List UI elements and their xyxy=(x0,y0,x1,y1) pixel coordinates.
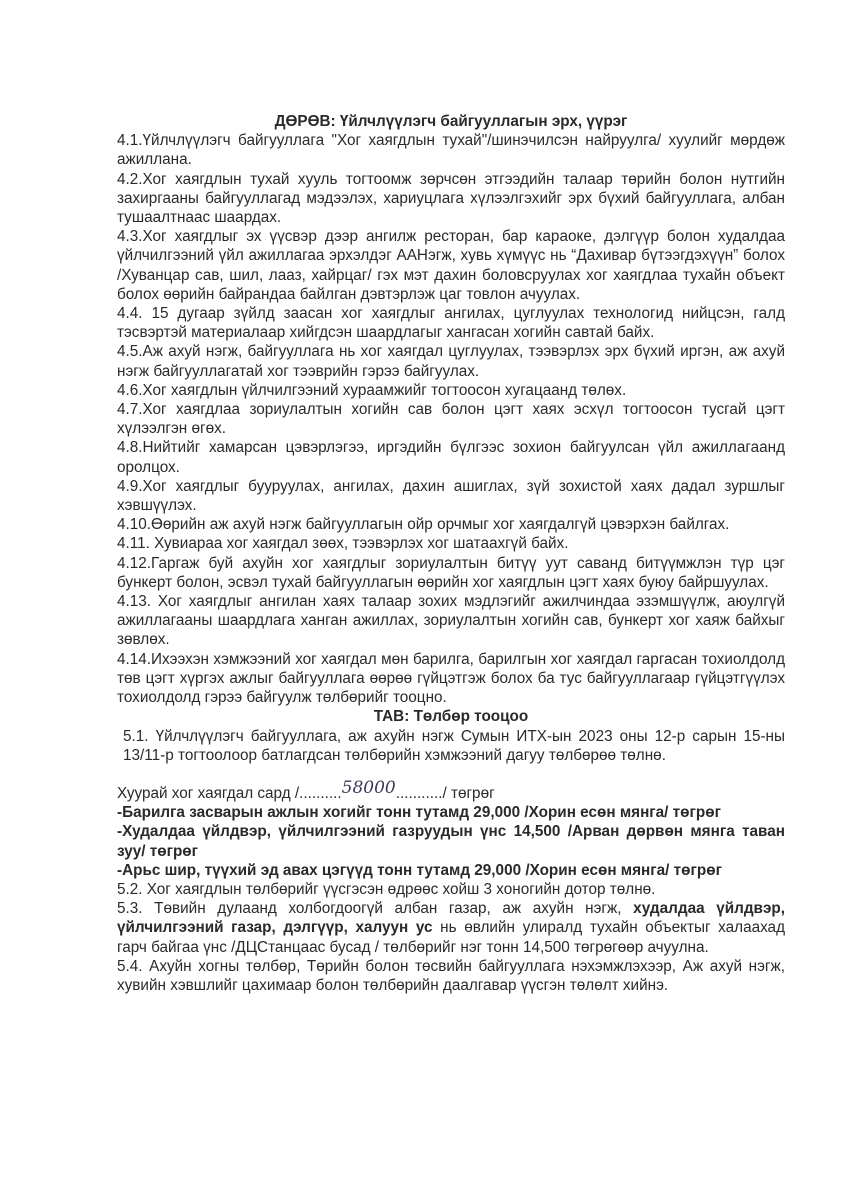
fill-dots: .......... xyxy=(299,784,342,802)
item-5-2: 5.2. Хог хаягдлын төлбөрийг үүсгэсэн өдрөөс хойш 3 хоногийн дотор төлнө. xyxy=(117,880,656,898)
item-5-3-part1: 5.3. Төвийн дулаанд холбогдоогүй албан газар, аж ахуйн нэгж, xyxy=(117,900,634,918)
item-5-3-bold: худалдаа үйлдвэр, үйлчилгээний газар, дэлгүүр, халуун ус xyxy=(117,900,785,937)
item-4-8: 4.8.Нийтийг хамарсан цэвэрлэгээ, иргэдийн бүлгээс зохион байгуулсан үйл ажиллагаанд оролцох. xyxy=(117,439,785,476)
item-4-1: 4.1.Үйлчлүүлэгч байгууллага "Хог хаягдлын тухай"/шинэчилсэн найруулга/ хуулийг мөрдөж ажиллана. xyxy=(117,132,785,169)
item-4-6: 4.6.Хог хаягдлын үйлчилгээний хураамжийг тогтоосон хугацаанд төлөх. xyxy=(117,381,627,399)
rate-commerce-ash: -Худалдаа үйлдвэр, үйлчилгээний газруудын үнс 14,500 /Арван дөрвөн мянга таван зуу/ төгрөг xyxy=(117,823,785,860)
item-4-3: 4.3.Хог хаягдлыг эх үүсвэр дээр ангилж ресторан, бар караоке, дэлгүүр болон худалдаа үйлчилгээний үйл ажиллагаа эрхэлдэг ААНэгж, хувь хүмүүс нь “Дахивар бүтээгдэхүүн” болох /Хуванцар сав, шил, лааз, хайрцаг/ гэх мэт дахин боловсруулах хог хаягдлаа тухайн объект болох өөрийн байрандаа байлган дэвтэрлэж цаг товлон ачуулах. xyxy=(117,228,785,303)
item-5-4: 5.4. Ахуйн хогны төлбөр, Төрийн болон төсвийн байгууллага нэхэмжлэхээр, Аж ахуй нэгж, хувийн хэвшлийг цахимаар болон төлбөрийн даалгавар үүсгэн төлөлт хийнэ. xyxy=(117,957,785,994)
monthly-fee-line xyxy=(117,777,785,803)
rate-hides: -Арьс шир, түүхий эд авах цэгүүд тонн тутамд 29,000 /Хорин есөн мянга/ төгрөг xyxy=(117,861,722,879)
item-4-10: 4.10.Өөрийн аж ахуй нэгж байгууллагын ойр орчмыг хог хаягдалгүй цэвэрхэн байлгах. xyxy=(117,516,730,534)
item-4-14: 4.14.Ихээхэн хэмжээний хог хаягдал мөн барилга, барилгын хог хаягдал гаргасан тохиолдолд төв цэгт хүргэх ажлыг байгууллага өөрөө гүйцэтгэж болох ба тус байгууллагаар гүйцэтгүүлэх тохиолдолд гэрээ байгуулж төлбөрийг тооцно. xyxy=(117,650,785,707)
item-4-9: 4.9.Хог хаягдлыг бууруулах, ангилах, дахин ашиглах, зүй зохистой хаях дадал зуршлыг хэвшүүлэх. xyxy=(117,477,785,515)
handwritten-amount: 58000 xyxy=(341,777,396,798)
fill-dots: ........... xyxy=(395,784,443,802)
item-4-4: 4.4. 15 дугаар зүйлд заасан хог хаягдлыг ангилах, цуглуулах технологид нийцсэн, галд тэсвэртэй материалаар хийгдсэн шаардлагыг хангасан хогийн савтай байх. xyxy=(117,305,785,342)
section-4-title: ДӨРӨВ: Үйлчлүүлэгч байгууллагын эрх, үүрэг xyxy=(274,113,628,130)
monthly-fee-label: Хуурай хог хаягдал сард / xyxy=(117,784,300,802)
document-page xyxy=(117,112,785,995)
item-5-3-part2: нь өвлийн улиралд тухайн объектыг халаахад гарч байгаа үнс /ДЦСтанцаас бусад / төлбөрийг нэг тонн 14,500 төгрөгөөр ачуулна. xyxy=(117,919,785,956)
section-5-title: ТАВ: Төлбөр тооцоо xyxy=(373,708,529,726)
spacer xyxy=(117,765,785,784)
currency-label: / төгрөг xyxy=(442,784,495,802)
item-4-13: 4.13. Хог хаягдлыг ангилан хаях талаар зохих мэдлэгийг ажилчиндаа эзэмшүүлж, аюулгүй ажиллагааны шаардлага ханган ажиллах, зориулалтын хогийн сав, бункерт хог хаяж байхыг зөвлөх. xyxy=(117,593,785,649)
item-4-11: 4.11. Хувиараа хог хаягдал зөөх, тээвэрлэх хог шатаахгүй байх. xyxy=(117,535,569,553)
rate-construction: -Барилга засварын ажлын хогийг тонн тутамд 29,000 /Хорин есөн мянга/ төгрөг xyxy=(117,804,721,822)
item-4-12: 4.12.Гаргаж буй ахуйн хог хаягдлыг зориулалтын битүү уут саванд битүүмжлэн түр цэг бункерт болон, эсвэл тухай байгууллагын өөрийн хог хаягдлын цэгт хаях буюу байршуулах. xyxy=(117,554,785,591)
item-5-3 xyxy=(117,899,785,957)
item-4-7: 4.7.Хог хаягдлаа зориулалтын хогийн сав болон цэгт хаях эсхүл тогтоосон тусгай цэгт хүлээлгэн өгөх. xyxy=(117,401,785,438)
item-5-1: 5.1. Үйлчлүүлэгч байгууллага, аж ахуйн нэгж Сумын ИТХ-ын 2023 оны 12-р сарын 15-ны 13/11-р тогтоолоор батлагдсан төлбөрийн хэмжээний дагуу төлбөрөө төлнө. xyxy=(123,727,785,764)
item-4-2: 4.2.Хог хаягдлын тухай хууль тогтоомж зөрчсөн этгээдийн талаар төрийн болон нутгийн захиргааны байгууллагад мэдээлэх, хариуцлага хүлээлгэхийг эрх бүхий байгууллага, албан тушаалтнаас шаардах. xyxy=(117,170,785,227)
item-4-5: 4.5.Аж ахуй нэгж, байгууллага нь хог хаягдал цуглуулах, тээвэрлэх эрх бүхий иргэн, аж ахуй нэгж байгууллагатай хог тээврийн гэрээ байгуулах. xyxy=(117,343,785,380)
section-4-items xyxy=(117,131,785,707)
